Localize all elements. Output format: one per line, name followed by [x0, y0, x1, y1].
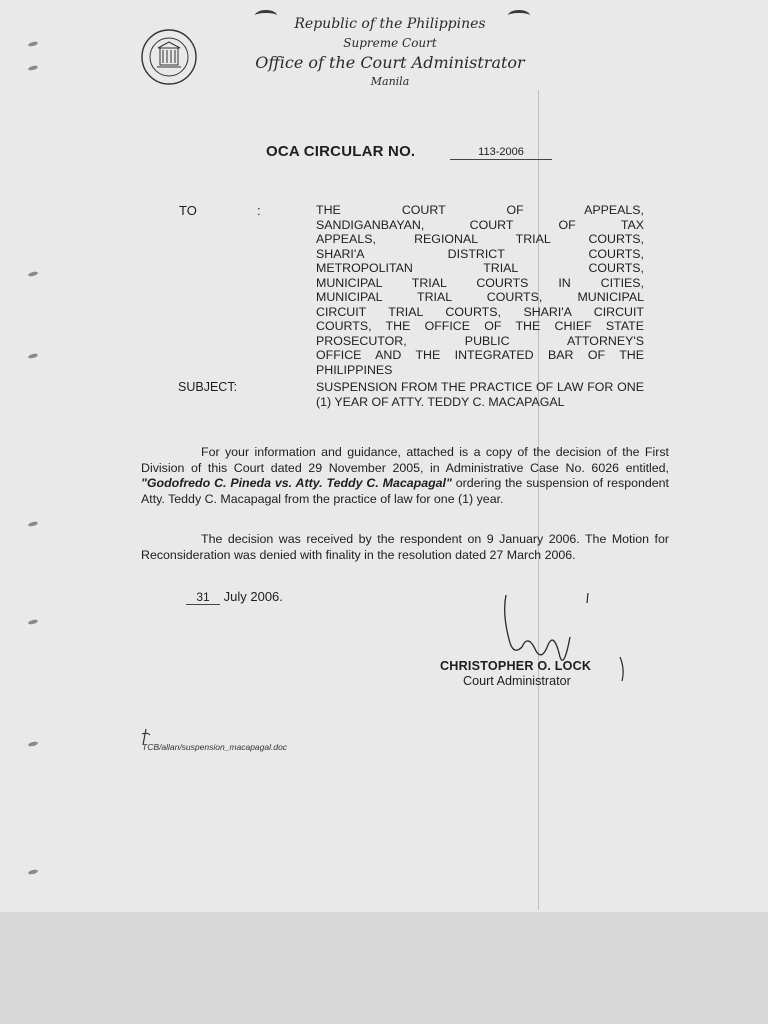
- addressee-line: PROSECUTOR, PUBLIC ATTORNEY'S: [316, 333, 644, 348]
- case-title: "Godofredo C. Pineda vs. Atty. Teddy C. Macapagal": [141, 476, 452, 491]
- letterhead: [240, 16, 540, 88]
- punch-hole: [28, 41, 39, 47]
- date-day: 31: [186, 590, 220, 605]
- circular-title: OCA CIRCULAR NO.: [266, 143, 416, 160]
- letterhead-city: Manila: [370, 74, 410, 88]
- punch-hole: [28, 521, 39, 527]
- punch-hole: [28, 271, 39, 277]
- addressee-label: TO: [179, 203, 197, 218]
- letterhead-office: Office of the Court Administrator: [255, 52, 525, 72]
- punch-hole: [28, 65, 39, 71]
- letterhead-republic: Republic of the Philippines: [294, 16, 486, 32]
- punch-hole: [28, 869, 39, 875]
- circular-number: 113-2006: [450, 146, 552, 160]
- addressee-line: APPEALS, REGIONAL TRIAL COURTS,: [316, 232, 644, 246]
- punch-hole: [28, 741, 39, 747]
- signatory-title: Court Administrator: [463, 674, 571, 688]
- letterhead-court: Supreme Court: [343, 35, 437, 50]
- subject-label: SUBJECT:: [178, 380, 238, 394]
- addressee-line: SHARI'A DISTRICT COURTS,: [316, 246, 644, 261]
- body-paragraph-2: The decision was received by the respondent on 9 January 2006. The Motion for Reconsideration was denied with finality in the resolution dated 27 March 2006.: [141, 532, 669, 562]
- page-backdrop: [0, 912, 768, 1024]
- addressee-line: COURTS, THE OFFICE OF THE CHIEF STATE: [316, 319, 644, 333]
- signatory-name: CHRISTOPHER O. LOCK: [440, 659, 592, 673]
- addressee-line: METROPOLITAN TRIAL COURTS,: [316, 261, 644, 275]
- punch-hole: [28, 619, 39, 625]
- court-seal-icon: [140, 28, 198, 86]
- paragraph-text: For your information and guidance, attached is a copy of the decision of the First Division of this Court dated 29 November 2005, in Administrative Case No. 6026 entitled,: [141, 445, 669, 475]
- body-paragraph-1: [141, 445, 669, 507]
- date-month-year: July 2006.: [223, 589, 283, 604]
- addressee-block: [316, 203, 644, 377]
- addressee-line: CIRCUIT TRIAL COURTS, SHARI'A CIRCUIT: [316, 304, 644, 319]
- date-line: [186, 589, 283, 605]
- addressee-line: OFFICE AND THE INTEGRATED BAR OF THE: [316, 348, 644, 362]
- addressee-line: PHILIPPINES: [316, 362, 393, 377]
- addressee-line: MUNICIPAL TRIAL COURTS IN CITIES,: [316, 275, 644, 290]
- addressee-colon: :: [257, 203, 261, 218]
- addressee-line: MUNICIPAL TRIAL COURTS, MUNICIPAL: [316, 290, 644, 304]
- punch-hole: [28, 353, 39, 359]
- addressee-line: THE COURT OF APPEALS,: [316, 203, 644, 217]
- file-reference: TCB/allan/suspension_macapagal.doc: [142, 742, 288, 752]
- paragraph-text: ordering the suspension of respondent Atty. Teddy C. Macapagal from the practice of law for one (1) year.: [141, 476, 669, 506]
- subject-text: SUSPENSION FROM THE PRACTICE OF LAW FOR ONE (1) YEAR OF ATTY. TEDDY C. MACAPAGAL: [316, 380, 644, 409]
- addressee-line: SANDIGANBAYAN, COURT OF TAX: [316, 217, 644, 232]
